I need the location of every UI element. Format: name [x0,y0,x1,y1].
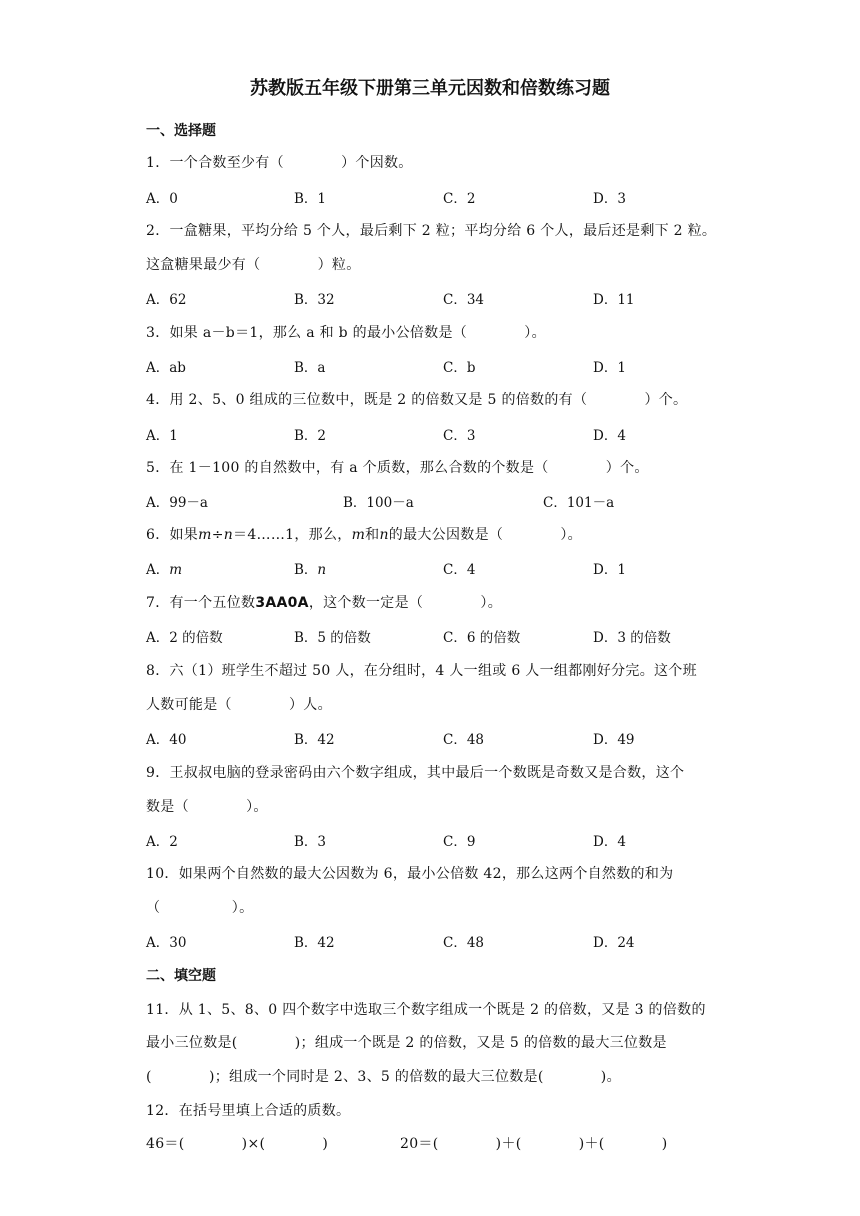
q5-option-c: C．101－a [543,495,615,511]
question-11-line-3: ( )；组成一个同时是 2、3、5 的倍数的最大三位数是( )。 [146,1069,621,1085]
question-7 [146,592,502,612]
q7-suffix: ，这个数一定是（ ）。 [308,595,503,611]
q6-option-c: C．4 [443,562,476,578]
q8-option-d: D．49 [593,732,635,748]
q7-option-b: B．5 的倍数 [294,630,371,646]
question-9-line-2: 数是（ ）。 [146,799,268,815]
q6-option-b [294,558,326,578]
q9-option-a: A．2 [146,834,178,850]
q2-option-d: D．11 [593,292,635,308]
q1-option-b: B．1 [294,191,327,207]
q3-option-a: A．ab [146,360,186,376]
q4-option-c: C．3 [443,428,476,444]
question-10-line-1: 10．如果两个自然数的最大公因数为 6，最小公倍数 42，那么这两个自然数的和为 [146,866,674,882]
question-3: 3．如果 a－b＝1，那么 a 和 b 的最小公倍数是（ ）。 [146,325,546,341]
q6-prefix: 6．如果 [146,527,199,543]
q12-expression-1: 46＝( )×( ) [146,1136,329,1152]
question-1: 1．一个合数至少有（ ）个因数。 [146,155,413,171]
q3-option-d: D．1 [593,360,626,376]
q6-option-a-value: m [169,562,183,578]
q8-option-b: B．42 [294,732,335,748]
q6-var-n-2: n [379,527,389,543]
question-2-line-2: 这盒糖果最少有（ ）粒。 [146,257,361,273]
q6-suffix: 的最大公因数是（ ）。 [388,527,582,543]
q2-option-b: B．32 [294,292,335,308]
q4-option-d: D．4 [593,428,626,444]
q7-number: 3AA0A [255,595,309,611]
q9-option-c: C．9 [443,834,476,850]
q8-option-a: A．40 [146,732,187,748]
q7-prefix: 7．有一个五位数 [146,595,256,611]
question-9-line-1: 9．王叔叔电脑的登录密码由六个数字组成，其中最后一个数既是奇数又是合数，这个 [146,765,685,781]
question-12: 12．在括号里填上合适的质数。 [146,1103,351,1119]
q1-option-c: C．2 [443,191,476,207]
q10-option-b: B．42 [294,935,335,951]
q6-option-b-value: n [317,562,327,578]
page-title: 苏教版五年级下册第三单元因数和倍数练习题 [250,78,610,99]
q7-option-d: D．3 的倍数 [593,630,671,646]
question-8-line-2: 人数可能是（ ）人。 [146,697,332,713]
question-2-line-1: 2．一盒糖果，平均分给 5 个人，最后剩下 2 粒；平均分给 6 个人，最后还是剩下 2 粒。 [146,223,717,239]
section-heading-choice: 一、选择题 [146,123,216,139]
q10-option-c: C．48 [443,935,485,951]
q7-option-a: A．2 的倍数 [146,630,223,646]
q6-div-sign: ÷ [211,527,224,543]
q6-equation: ＝4……1，那么， [233,527,352,543]
q5-option-a: A．99－a [146,495,208,511]
question-4: 4．用 2、5、0 组成的三位数中，既是 2 的倍数又是 5 的倍数的有（ ）个。 [146,392,688,408]
question-11-line-1: 11．从 1、5、8、0 四个数字中选取三个数字组成一个既是 2 的倍数，又是 3 的倍数的 [146,1002,706,1018]
q9-option-d: D．4 [593,834,626,850]
q6-and: 和 [365,527,380,543]
q3-option-b: B．a [294,360,326,376]
q7-option-c: C．6 的倍数 [443,630,521,646]
q3-option-c: C．b [443,360,476,376]
question-5: 5．在 1－100 的自然数中，有 a 个质数，那么合数的个数是（ ）个。 [146,460,649,476]
question-10-line-2: （ ）。 [146,900,254,916]
q6-option-b-label: B． [294,562,318,578]
q4-option-a: A．1 [146,428,178,444]
q2-option-c: C．34 [443,292,485,308]
q6-var-n: n [223,527,234,543]
q4-option-b: B．2 [294,428,327,444]
q10-option-a: A．30 [146,935,187,951]
q8-option-c: C．48 [443,732,485,748]
q5-option-b: B．100－a [343,495,414,511]
q9-option-b: B．3 [294,834,327,850]
question-6 [146,524,582,544]
q1-option-d: D．3 [593,191,626,207]
q6-option-a-label: A． [146,562,170,578]
question-8-line-1: 8．六（1）班学生不超过 50 人，在分组时，4 人一组或 6 人一组都刚好分完。这个班 [146,663,697,679]
q6-var-m-2: m [351,527,366,543]
q6-var-m: m [198,527,212,543]
q12-expression-2: 20＝( )＋( )＋( ) [400,1136,668,1152]
q2-option-a: A．62 [146,292,187,308]
q10-option-d: D．24 [593,935,635,951]
q6-option-a [146,558,182,578]
q1-option-a: A．0 [146,191,178,207]
q6-option-d: D．1 [593,562,626,578]
question-11-line-2: 最小三位数是( )；组成一个既是 2 的倍数，又是 5 的倍数的最大三位数是 [146,1035,667,1051]
section-heading-fill: 二、填空题 [146,968,216,984]
